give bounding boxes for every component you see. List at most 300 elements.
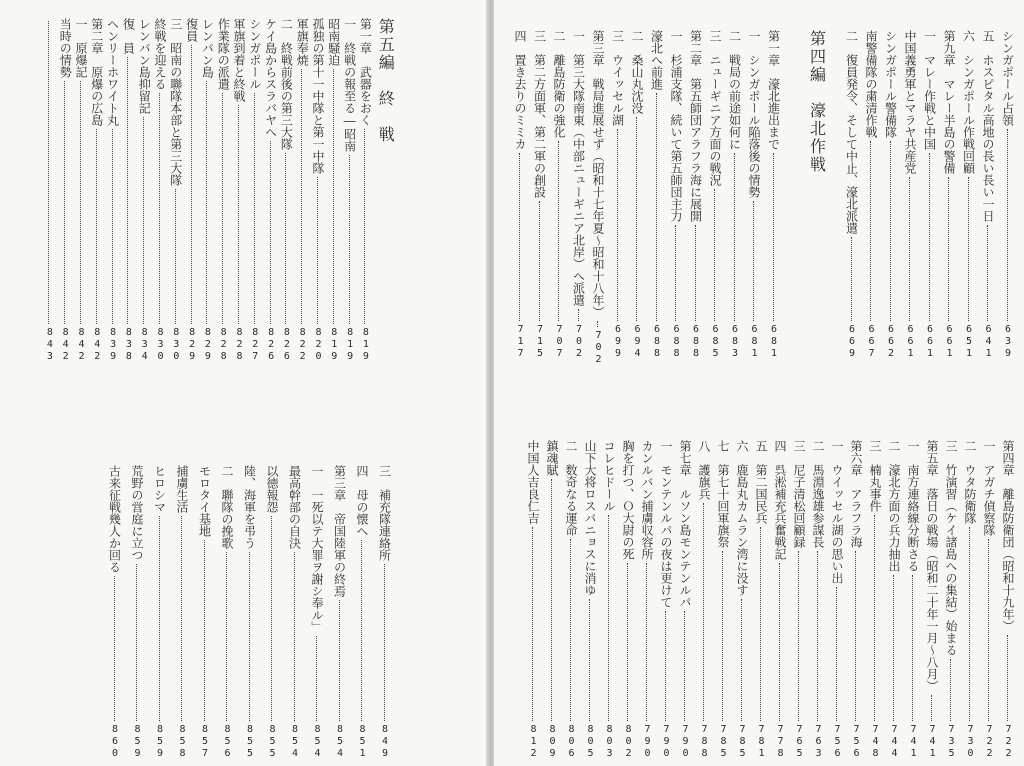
toc-page-number: 790 bbox=[661, 724, 672, 760]
toc-entry-title: 一 アガチ偵察隊 bbox=[982, 440, 996, 536]
toc-page-number: 790 bbox=[642, 724, 653, 760]
dot-leader bbox=[539, 201, 541, 321]
toc-entry-title: 昭南騒迫 bbox=[326, 18, 341, 66]
toc-page-number: 781 bbox=[756, 724, 767, 760]
toc-entry-title: ケイ島からスラバヤへ bbox=[263, 18, 278, 138]
dot-leader bbox=[909, 177, 911, 321]
toc-page-number: 741 bbox=[927, 724, 938, 760]
dot-leader bbox=[112, 129, 114, 324]
toc-entry bbox=[773, 440, 787, 760]
dot-leader bbox=[519, 153, 521, 321]
toc-entry-title: 三 ウイッセル湖 bbox=[610, 30, 625, 126]
toc-entry bbox=[868, 440, 882, 760]
toc-entry bbox=[108, 465, 122, 760]
toc-entry bbox=[887, 440, 901, 760]
dot-leader bbox=[64, 81, 66, 324]
toc-entry-title: 第四編 濠北作戦 bbox=[807, 30, 827, 174]
toc-entry-title: カンルバン捕虜収容所 bbox=[640, 440, 654, 560]
toc-page-number: 822 bbox=[297, 327, 309, 363]
toc-entry bbox=[358, 18, 372, 363]
toc-entry-title: 八 護旗兵 bbox=[697, 440, 711, 500]
toc-page-number: 827 bbox=[249, 327, 261, 363]
toc-entry-title: 三 竹演習（ケイ諸島への集結）始まる bbox=[944, 440, 958, 656]
toc-entry-title: 濠北へ前進 bbox=[649, 30, 664, 90]
toc-entry-title: 三 ニューギニア方面の戦況 bbox=[708, 30, 722, 186]
toc-entry bbox=[923, 30, 937, 360]
toc-entry-title: 山下大将ロスバニョスに消ゆ bbox=[583, 440, 597, 596]
dot-leader bbox=[714, 189, 716, 321]
dot-leader bbox=[333, 69, 335, 324]
toc-entry bbox=[572, 30, 586, 360]
dot-leader bbox=[384, 564, 386, 721]
toc-entry bbox=[42, 18, 56, 363]
toc-entry-title: 第二章 原爆の広島 bbox=[89, 18, 104, 126]
toc-entry bbox=[611, 30, 625, 360]
toc-entry bbox=[526, 440, 540, 760]
toc-entry bbox=[552, 30, 566, 360]
toc-entry-title: 一 シンガポール陥落後の情勢 bbox=[747, 30, 761, 198]
toc-page-number: 651 bbox=[963, 324, 975, 360]
toc-page-number: 860 bbox=[109, 724, 121, 760]
toc-page-number: 849 bbox=[379, 724, 391, 760]
toc-entry bbox=[153, 18, 167, 363]
dot-leader bbox=[204, 540, 206, 721]
dot-leader bbox=[753, 201, 755, 321]
toc-page-number: 685 bbox=[710, 324, 721, 360]
toc-entry-title: 捕虜生活 bbox=[175, 465, 189, 513]
toc-entry bbox=[564, 440, 578, 760]
toc-entry-title: 鎮魂賦 bbox=[545, 440, 559, 476]
dot-leader bbox=[339, 600, 341, 721]
toc-page-number: 790 bbox=[680, 724, 691, 760]
toc-entry bbox=[708, 30, 722, 360]
toc-page-number: 826 bbox=[265, 327, 277, 363]
toc-page-number: 842 bbox=[91, 327, 103, 363]
toc-entry-title: 第三章 帝国陸軍の終焉 bbox=[332, 465, 347, 597]
dot-leader bbox=[988, 539, 990, 721]
dot-leader bbox=[349, 155, 351, 324]
toc-page-number: 694 bbox=[632, 324, 643, 360]
dot-leader bbox=[578, 309, 580, 321]
toc-entry bbox=[747, 30, 761, 360]
toc-entry bbox=[728, 30, 742, 360]
dot-leader bbox=[608, 515, 610, 721]
toc-page-number: 856 bbox=[222, 724, 233, 760]
toc-entry bbox=[678, 440, 692, 760]
toc-entry-title: シンガポール警備隊 bbox=[883, 30, 898, 138]
dot-leader bbox=[1007, 635, 1009, 721]
dot-leader bbox=[722, 551, 724, 721]
toc-entry-title: 最高幹部の自決 bbox=[287, 465, 302, 549]
toc-page-number: 843 bbox=[44, 327, 56, 363]
dot-leader bbox=[317, 177, 319, 324]
toc-entry-title: 三 第二方面軍、第二軍の創設 bbox=[532, 30, 547, 198]
toc-entry bbox=[513, 30, 527, 360]
toc-entry bbox=[153, 465, 167, 760]
toc-entry-title: 古来征戦幾人か回る bbox=[107, 465, 122, 573]
dot-leader bbox=[987, 225, 989, 321]
toc-entry bbox=[716, 440, 730, 760]
toc-page-number: 842 bbox=[60, 327, 72, 363]
toc-entry bbox=[74, 18, 88, 363]
toc-entry-title: シンガポール bbox=[247, 18, 262, 90]
toc-page-number: 855 bbox=[267, 724, 278, 760]
dot-leader bbox=[361, 540, 363, 721]
toc-entry-title: 三 尼子清松回顧録 bbox=[792, 440, 806, 548]
toc-entry-title: 以徳報怨 bbox=[265, 465, 279, 513]
toc-entry bbox=[264, 18, 278, 363]
toc-page-number: 765 bbox=[794, 724, 805, 760]
toc-page-number: 641 bbox=[983, 324, 994, 360]
toc-entry-title: 六 鹿島丸カムラン湾に没す bbox=[735, 440, 749, 596]
toc-entry-title: 二 桑山丸沈没 bbox=[630, 30, 644, 114]
dot-leader bbox=[1007, 129, 1009, 321]
toc-page-number: 688 bbox=[671, 324, 682, 360]
toc-entry bbox=[903, 30, 917, 360]
toc-entry-title: 六 シンガポール作戦回顧 bbox=[961, 30, 976, 174]
toc-page-number: 717 bbox=[515, 324, 526, 360]
toc-page-number: 857 bbox=[199, 724, 211, 760]
dot-leader bbox=[760, 527, 762, 721]
dot-leader bbox=[285, 153, 287, 324]
toc-entry-title: 一 杉浦支隊、続いて第五師団主力 bbox=[669, 30, 683, 222]
toc-entry bbox=[232, 18, 246, 363]
toc-entry bbox=[265, 465, 279, 760]
toc-page-number: 809 bbox=[547, 724, 558, 760]
toc-entry bbox=[849, 440, 863, 760]
toc-page-number: 662 bbox=[885, 324, 897, 360]
toc-page-number: 854 bbox=[312, 724, 323, 760]
toc-page-number: 735 bbox=[946, 724, 957, 760]
dot-leader bbox=[836, 587, 838, 721]
toc-entry bbox=[650, 30, 664, 360]
toc-entry bbox=[198, 465, 212, 760]
toc-entry bbox=[295, 18, 309, 363]
toc-page-number: 722 bbox=[1003, 724, 1014, 760]
toc-page-number: 859 bbox=[132, 724, 143, 760]
toc-page-number: 702 bbox=[573, 324, 585, 360]
toc-page-number: 699 bbox=[612, 324, 624, 360]
toc-page-number: 806 bbox=[566, 724, 577, 760]
dot-leader bbox=[316, 636, 318, 721]
toc-entry-title: 中国人吉良仁吉 bbox=[526, 440, 540, 524]
dot-leader bbox=[734, 153, 736, 321]
toc-entry-title: 一 一死以テ大罪ヲ謝シ奉ル」 bbox=[310, 465, 324, 633]
toc-page-number: 834 bbox=[139, 327, 151, 363]
toc-entry-title: 三 昭南の聯隊本部と第三大隊 bbox=[168, 18, 183, 186]
toc-entry bbox=[689, 30, 703, 360]
toc-entry-title: 二 終戦前後の第三大隊 bbox=[279, 18, 294, 150]
toc-entry-title: 孤独の第十一中隊と第一中隊 bbox=[311, 18, 325, 174]
toc-entry bbox=[130, 465, 144, 760]
toc-page-number: 688 bbox=[651, 324, 663, 360]
toc-entry-title: 中国義勇軍とマラヤ共産党 bbox=[903, 30, 917, 174]
toc-entry bbox=[640, 440, 654, 760]
dot-leader bbox=[191, 45, 193, 324]
toc-page-number: 669 bbox=[846, 324, 858, 360]
right-page bbox=[494, 0, 1024, 766]
toc-entry-title: 一 南方連絡線分断さる bbox=[906, 440, 920, 572]
toc-page-number: 785 bbox=[718, 724, 729, 760]
toc-entry bbox=[630, 30, 644, 360]
toc-entry-title: 二 離島防衛の強化 bbox=[552, 30, 566, 138]
dot-leader bbox=[96, 129, 98, 324]
toc-page-number: 802 bbox=[623, 724, 634, 760]
toc-entry bbox=[884, 30, 898, 360]
toc-entry bbox=[378, 465, 392, 760]
toc-entry-title: 南警備隊の粛清作戦 bbox=[864, 30, 878, 138]
toc-entry bbox=[982, 440, 996, 760]
dot-leader bbox=[646, 563, 648, 721]
toc-entry bbox=[374, 18, 394, 363]
toc-entry bbox=[175, 465, 189, 760]
toc-entry bbox=[1001, 30, 1015, 360]
dot-leader bbox=[948, 177, 950, 321]
toc-entry bbox=[220, 465, 234, 760]
toc-entry bbox=[137, 18, 151, 363]
toc-entry-title: 復員 bbox=[184, 18, 199, 42]
dot-leader bbox=[773, 153, 775, 321]
toc-page-number: 667 bbox=[866, 324, 877, 360]
toc-entry-title: 第四章 離島防衛団（昭和十九年） bbox=[1001, 440, 1015, 632]
dot-leader bbox=[741, 599, 743, 721]
toc-page-number: 851 bbox=[357, 724, 368, 760]
toc-entry-title: 二 ウタ防衛隊 bbox=[963, 440, 977, 524]
dot-leader bbox=[114, 576, 116, 721]
toc-page-number: 828 bbox=[218, 327, 230, 363]
toc-entry bbox=[185, 18, 199, 363]
dot-leader bbox=[364, 129, 366, 324]
toc-entry-title: 二 数奇なる運命 bbox=[564, 440, 578, 536]
toc-entry bbox=[545, 440, 559, 760]
dot-leader bbox=[271, 516, 273, 721]
dot-leader bbox=[969, 527, 971, 721]
toc-page-number: 722 bbox=[984, 724, 995, 760]
toc-entry bbox=[735, 440, 749, 760]
toc-page-number: 854 bbox=[334, 724, 346, 760]
dot-leader bbox=[222, 93, 224, 324]
toc-entry-title: 二 聯隊の挽歌 bbox=[220, 465, 234, 549]
toc-page-number: 830 bbox=[155, 327, 166, 363]
toc-page-number: 778 bbox=[775, 724, 786, 760]
toc-entry-title: 荒野の営庭に立つ bbox=[130, 465, 144, 561]
toc-page-number: 702 bbox=[593, 330, 604, 366]
dot-leader bbox=[270, 141, 272, 324]
toc-entry bbox=[825, 30, 839, 360]
toc-entry-title: 一 原爆記 bbox=[74, 18, 88, 78]
toc-entry bbox=[327, 18, 341, 363]
toc-entry bbox=[669, 30, 683, 360]
toc-entry bbox=[288, 465, 302, 760]
toc-entry-title: 第三章 戦局進展せず（昭和十七年夏〜昭和十八年） bbox=[591, 30, 605, 318]
dot-leader bbox=[80, 81, 82, 324]
dot-leader bbox=[558, 141, 560, 321]
toc-entry-title: 四 母の懐へ bbox=[355, 465, 369, 537]
toc-entry bbox=[200, 18, 214, 363]
toc-entry bbox=[944, 440, 958, 760]
toc-page-number: 788 bbox=[699, 724, 710, 760]
dot-leader bbox=[968, 177, 970, 321]
toc-entry bbox=[845, 30, 859, 360]
toc-entry-title: 第七章 ルソン島モンテンルパ bbox=[678, 440, 692, 608]
toc-entry-title: 二 復員発令、そして中止、濠北派遣 bbox=[844, 30, 859, 234]
toc-entry-title: 七 第七十回軍旗祭 bbox=[716, 440, 730, 548]
toc-entry bbox=[786, 30, 800, 360]
toc-entry bbox=[216, 18, 230, 363]
dot-leader bbox=[817, 551, 819, 721]
toc-entry-title: レンパン島 bbox=[200, 18, 215, 78]
toc-entry-title: 当時の情勢 bbox=[58, 18, 73, 78]
toc-entry bbox=[942, 30, 956, 360]
toc-page-number: 855 bbox=[244, 724, 256, 760]
toc-entry bbox=[962, 30, 976, 360]
dot-leader bbox=[143, 117, 145, 324]
toc-page-number: 829 bbox=[186, 327, 198, 363]
toc-entry-title: 二 馬淵逸雄参謀長 bbox=[811, 440, 825, 548]
toc-entry bbox=[333, 465, 347, 760]
toc-page-number: 819 bbox=[328, 327, 340, 363]
toc-entry-title: 第一章 武器をおく bbox=[358, 18, 373, 126]
toc-page-number: 828 bbox=[234, 327, 245, 363]
toc-page-number: 688 bbox=[690, 324, 702, 360]
toc-page-number: 785 bbox=[737, 724, 748, 760]
dot-leader bbox=[206, 81, 208, 324]
toc-entry-title: 四 呉淞補充兵奮戦記 bbox=[773, 440, 787, 560]
toc-entry bbox=[279, 18, 293, 363]
toc-page-number: 854 bbox=[289, 724, 301, 760]
toc-entry-title: コレヒドール bbox=[602, 440, 616, 512]
toc-entry-title: 五 第二国民兵 bbox=[754, 440, 768, 524]
toc-entry bbox=[806, 30, 826, 360]
toc-page-number: 858 bbox=[177, 724, 188, 760]
toc-page-number: 730 bbox=[965, 724, 976, 760]
toc-entry bbox=[343, 18, 357, 363]
dot-leader bbox=[851, 237, 853, 321]
toc-entry bbox=[355, 465, 369, 760]
toc-entry bbox=[864, 30, 878, 360]
dot-leader bbox=[656, 93, 658, 321]
dot-leader bbox=[675, 225, 677, 321]
dot-leader bbox=[870, 141, 872, 321]
dot-leader bbox=[636, 117, 638, 321]
dot-leader bbox=[929, 153, 931, 321]
toc-entry bbox=[659, 440, 673, 760]
dot-leader bbox=[238, 105, 240, 324]
toc-page-number: 805 bbox=[585, 724, 596, 760]
dot-leader bbox=[931, 695, 933, 721]
toc-page-number: 681 bbox=[749, 324, 760, 360]
toc-page-number: 661 bbox=[905, 324, 916, 360]
dot-leader bbox=[159, 93, 161, 324]
toc-entry-title: 第九章 マレー半島の警備 bbox=[942, 30, 956, 174]
toc-entry bbox=[583, 440, 597, 760]
dot-leader bbox=[181, 516, 183, 721]
dot-leader bbox=[226, 552, 228, 721]
toc-page-number: 707 bbox=[554, 324, 565, 360]
toc-entry bbox=[697, 440, 711, 760]
toc-entry-title: 軍旗到着と終戦 bbox=[232, 18, 246, 102]
dot-leader bbox=[551, 479, 553, 721]
toc-entry-title: 二 戦局の前途如何に bbox=[727, 30, 742, 150]
dot-leader bbox=[127, 57, 129, 324]
dot-leader bbox=[695, 225, 697, 321]
dot-leader bbox=[890, 141, 892, 321]
toc-page-number: 763 bbox=[813, 724, 824, 760]
toc-entry bbox=[602, 440, 616, 760]
toc-entry-title: 一 ウイッセル湖の思い出 bbox=[830, 440, 844, 584]
toc-page-number: 744 bbox=[889, 724, 900, 760]
toc-entry-title: レンパン島抑留記 bbox=[137, 18, 152, 114]
toc-entry bbox=[533, 30, 547, 360]
toc-entry bbox=[621, 440, 635, 760]
toc-page-number: 756 bbox=[851, 724, 862, 760]
toc-entry bbox=[1001, 440, 1015, 760]
dot-leader bbox=[893, 575, 895, 721]
toc-entry-title: 第五編 終 戦 bbox=[376, 18, 396, 144]
dot-leader bbox=[589, 599, 591, 721]
toc-entry-title: 一 モンテンルパの夜は更けて bbox=[659, 440, 673, 608]
dot-leader bbox=[874, 515, 876, 721]
toc-entry-title: 五 ホスピタル高地の長い長い一日 bbox=[981, 30, 995, 222]
toc-page-number: 803 bbox=[604, 724, 615, 760]
toc-entry bbox=[754, 440, 768, 760]
dot-leader bbox=[950, 659, 952, 721]
dot-leader bbox=[254, 93, 256, 324]
toc-entry bbox=[906, 440, 920, 760]
toc-entry bbox=[981, 30, 995, 360]
toc-page-number: 859 bbox=[154, 724, 166, 760]
toc-entry bbox=[963, 440, 977, 760]
toc-entry bbox=[169, 18, 183, 363]
toc-entry-title: 一 終戦の報至る―昭南 bbox=[342, 18, 357, 152]
toc-entry bbox=[243, 465, 257, 760]
dot-leader bbox=[627, 563, 629, 721]
dot-leader bbox=[48, 21, 50, 324]
dot-leader bbox=[912, 575, 914, 721]
toc-page-number: 748 bbox=[870, 724, 881, 760]
toc-entry-title: 陸、海軍を弔う bbox=[242, 465, 257, 549]
dot-leader bbox=[597, 321, 599, 327]
toc-entry-title: 第六章 アラフラ海 bbox=[849, 440, 863, 548]
dot-leader bbox=[617, 129, 619, 321]
toc-page-number: 681 bbox=[768, 324, 780, 360]
toc-entry bbox=[106, 18, 120, 363]
toc-page-number: 756 bbox=[832, 724, 843, 760]
dot-leader bbox=[136, 564, 138, 721]
toc-entry bbox=[90, 18, 104, 363]
toc-page-number: 838 bbox=[123, 327, 135, 363]
toc-entry bbox=[58, 18, 72, 363]
toc-entry-title: モロタイ基地 bbox=[197, 465, 212, 537]
toc-page-number: 819 bbox=[344, 327, 356, 363]
dot-leader bbox=[798, 551, 800, 721]
toc-page-number: 829 bbox=[202, 327, 214, 363]
toc-entry-title: 三 楠丸事件 bbox=[868, 440, 882, 512]
toc-page-number: 741 bbox=[908, 724, 919, 760]
toc-entry-title: 第五章 落日の戦場（昭和二十年一月〜八月） bbox=[925, 440, 939, 692]
dot-leader bbox=[570, 539, 572, 721]
dot-leader bbox=[684, 611, 686, 721]
toc-page-number: 661 bbox=[924, 324, 936, 360]
toc-entry bbox=[121, 18, 135, 363]
toc-entry bbox=[925, 440, 939, 760]
toc-entry-title: ヘンリーホワイト丸 bbox=[105, 18, 120, 126]
dot-leader bbox=[532, 527, 534, 721]
left-page bbox=[0, 0, 488, 766]
toc-entry-title: 軍旗奉焼 bbox=[295, 18, 310, 66]
dot-leader bbox=[301, 69, 303, 324]
toc-entry-title: 一 マレー作戦と中国 bbox=[922, 30, 937, 150]
